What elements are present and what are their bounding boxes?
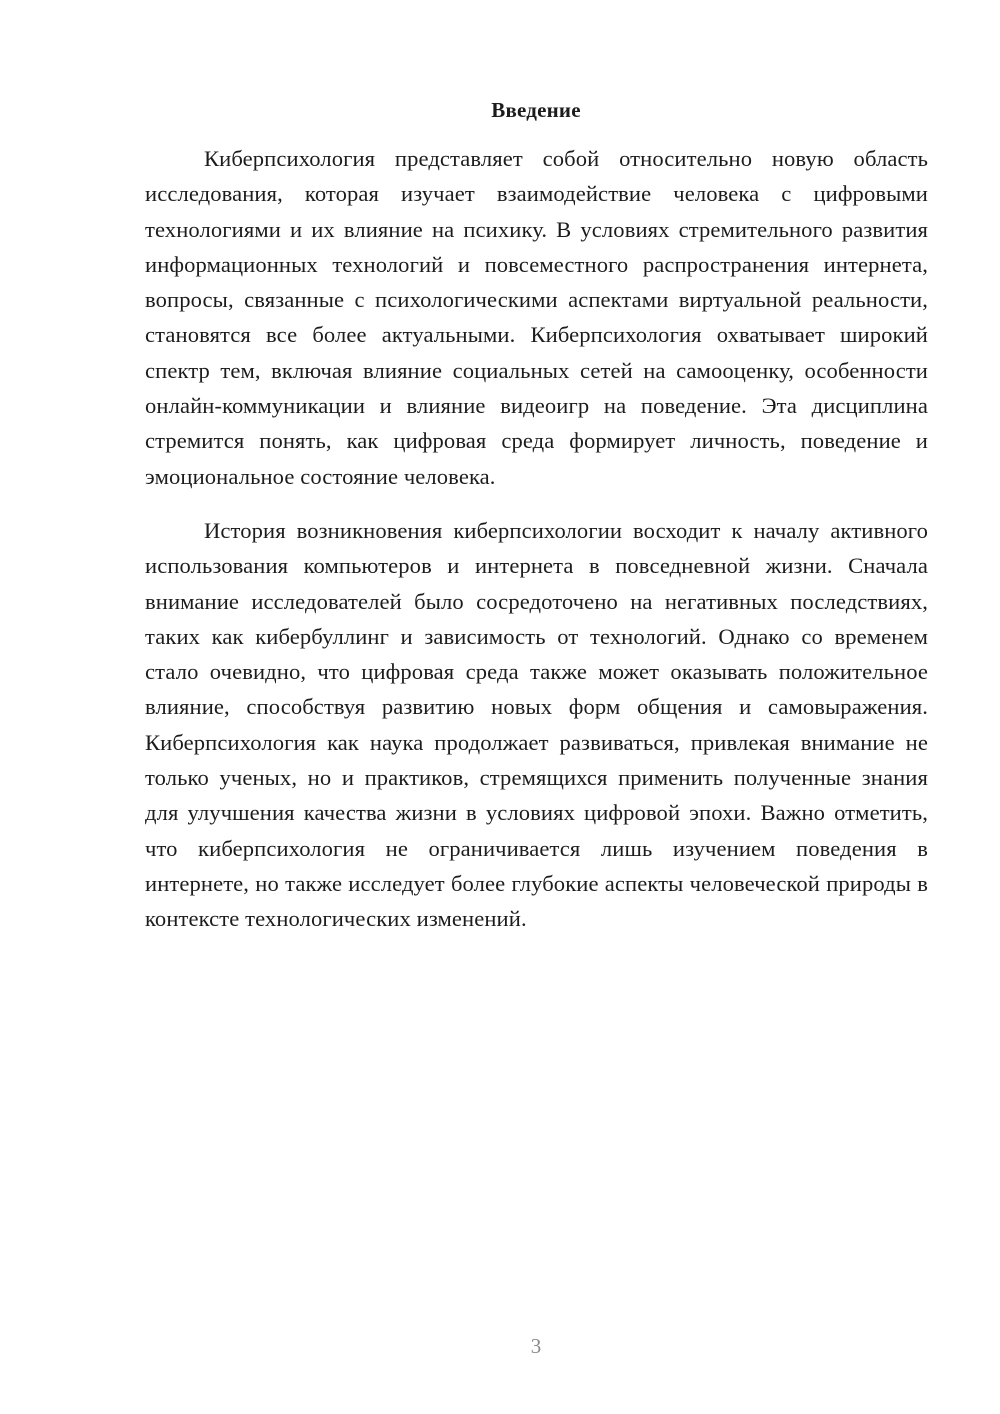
paragraph-2: История возникновения киберпсихологии восходит к началу активного использования компьютеров и интернета в повседневной жизни. Сначала внимание исследователей было сосредоточено на негативных последствиях, таких как кибербуллинг и зависимость от технологий. Однако со временем стало очевидно, что цифровая среда также может оказывать положительное влияние, способствуя развитию новых форм общения и самовыражения. Киберпсихология как наука продолжает развиваться, привлекая внимание не только ученых, но и практиков, стремящихся применить полученные знания для улучшения качества жизни в условиях цифровой эпохи. Важно отметить, что киберпсихология не ограничивается лишь изучением поведения в интернете, но также исследует более глубокие аспекты человеческой природы в контексте технологических изменений. <box>145 517 928 932</box>
page-number: 3 <box>530 1334 542 1358</box>
section-heading: Введение <box>491 98 581 122</box>
body-text <box>145 141 928 937</box>
paragraph-1: Киберпсихология представляет собой относительно новую область исследования, которая изучает взаимодействие человека с цифровыми технологиями и их влияние на психику. В условиях стремительного развития информационных технологий и повсеместного распространения интернета, вопросы, связанные с психологическими аспектами виртуальной реальности, становятся все более актуальными. Киберпсихология охватывает широкий спектр тем, включая влияние социальных сетей на самооценку, особенности онлайн-коммуникации и влияние видеоигр на поведение. Эта дисциплина стремится понять, как цифровая среда формирует личность, поведение и эмоциональное состояние человека. <box>145 146 928 489</box>
